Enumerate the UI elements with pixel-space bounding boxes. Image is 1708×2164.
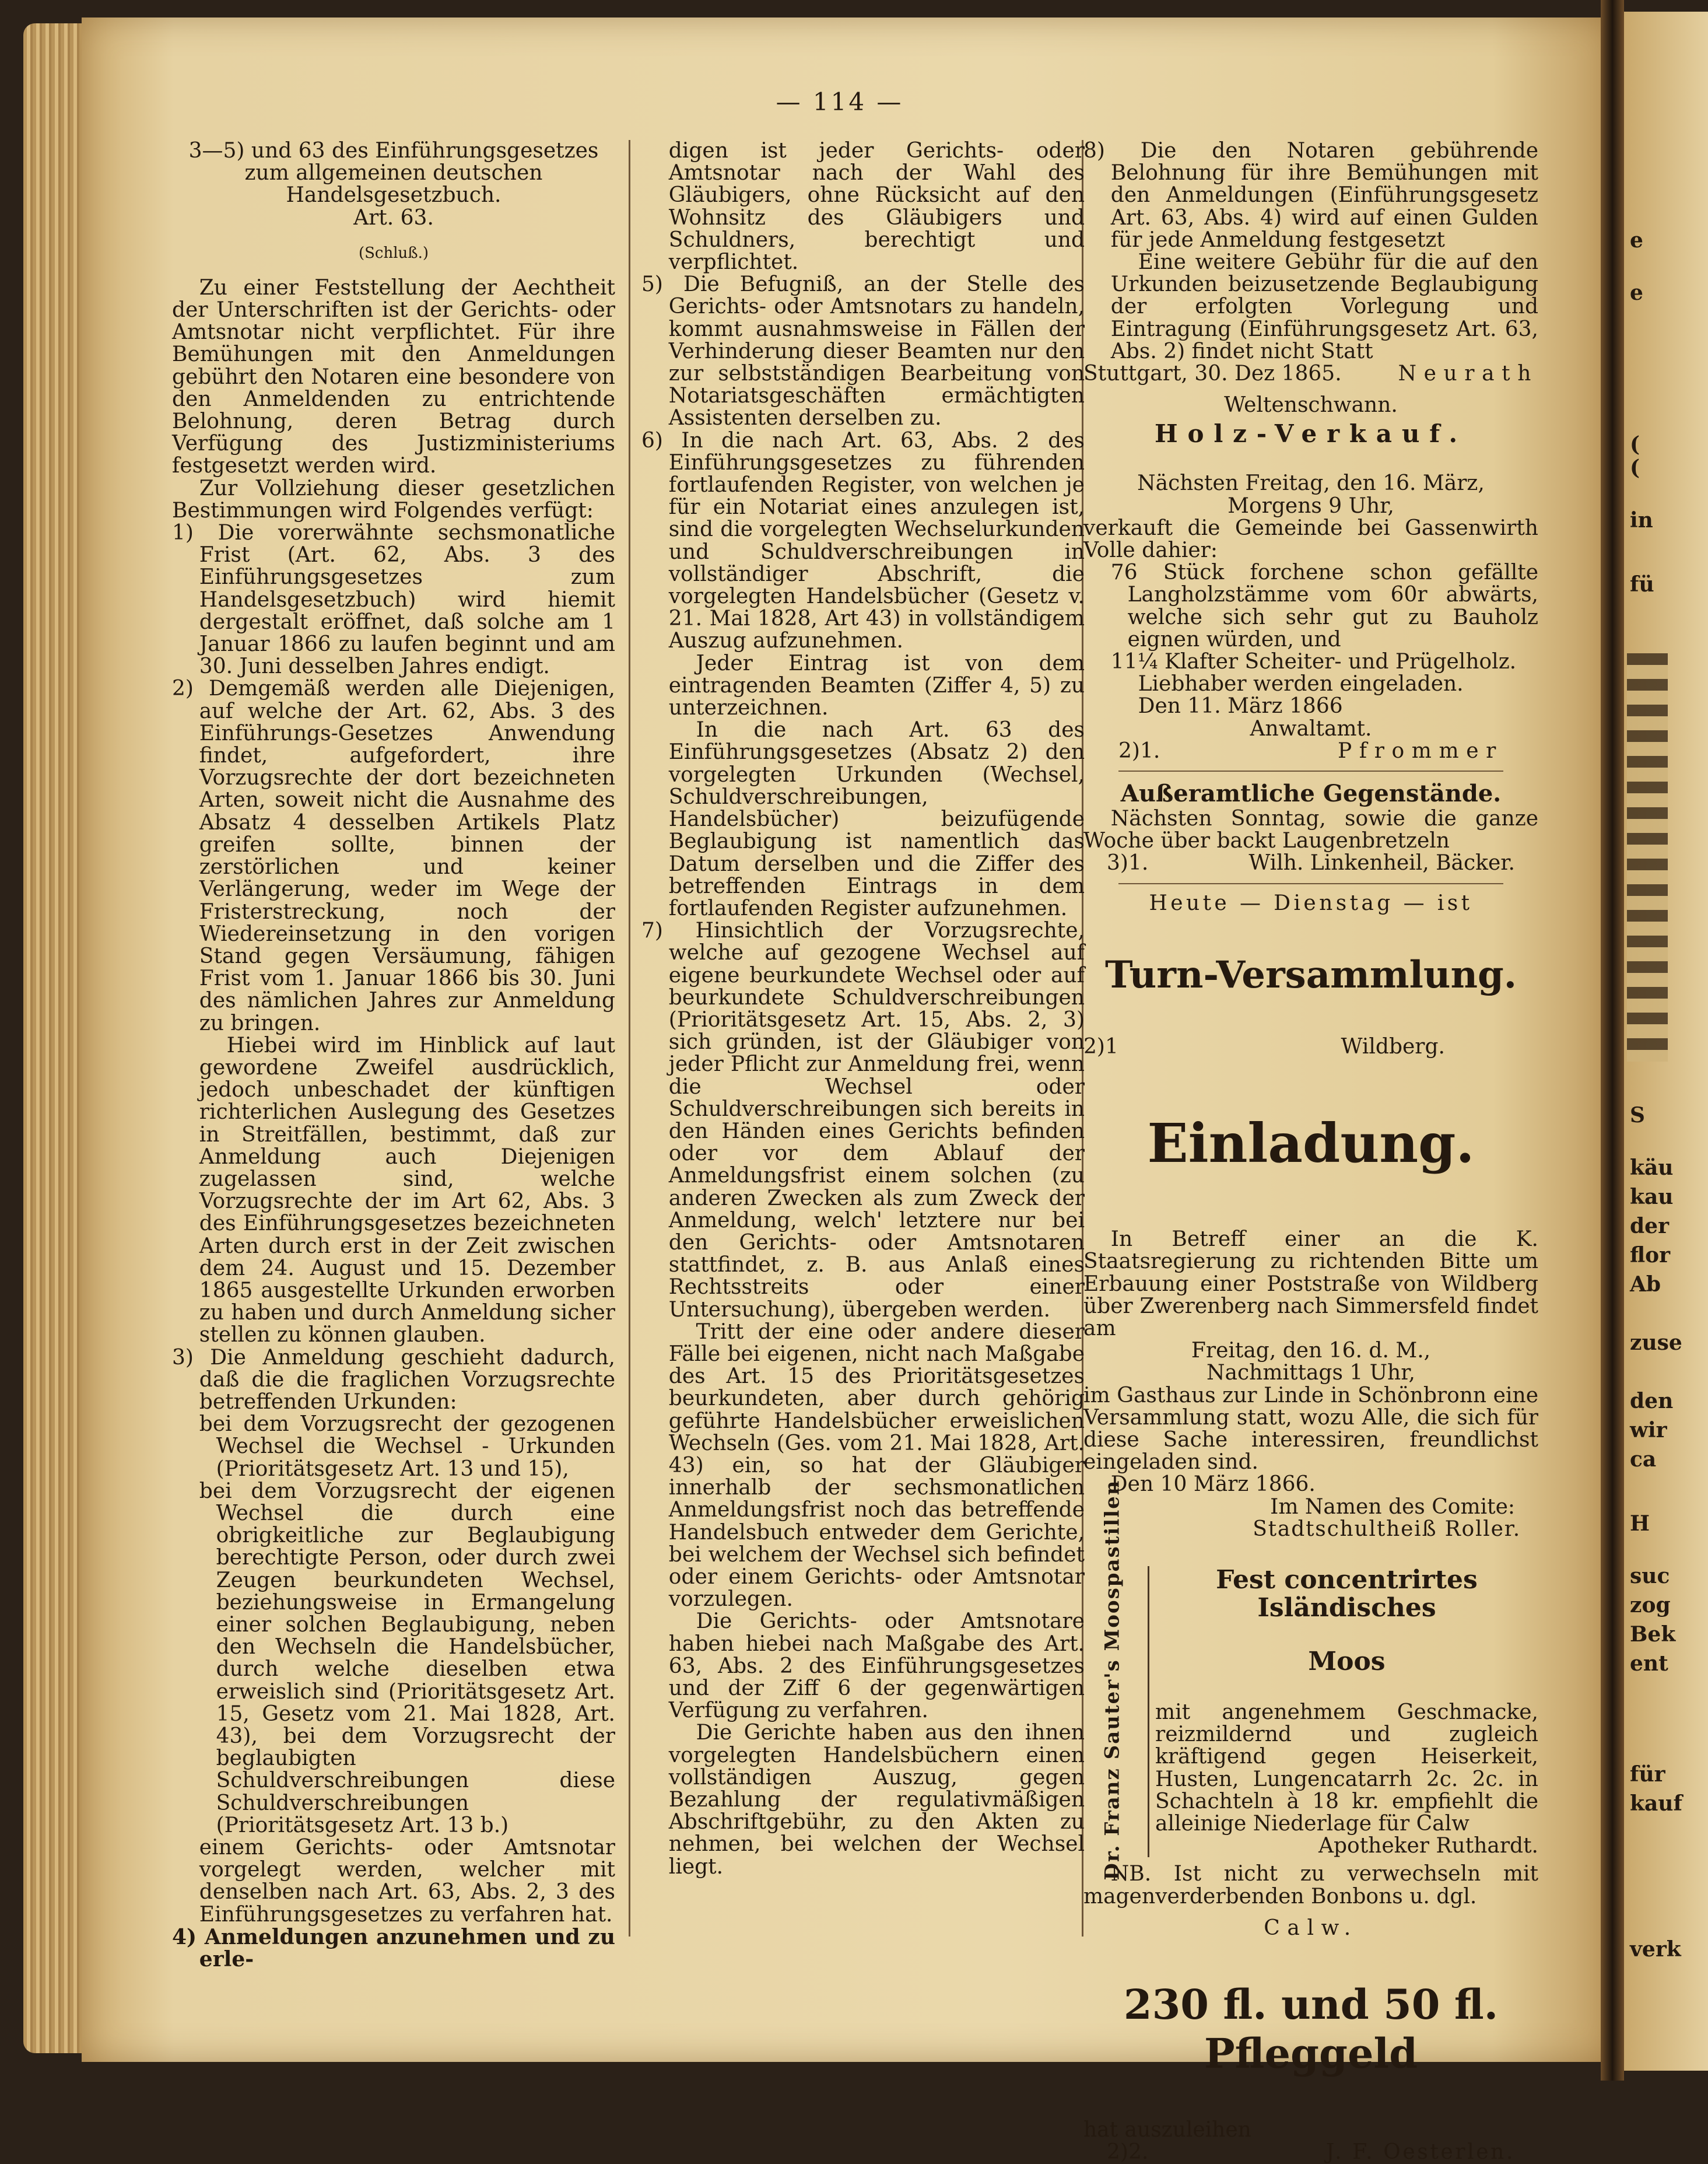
ad-ref: 2)2.: [1107, 2140, 1149, 2164]
list-item: 2) Demgemäß werden alle Diejenigen, auf welche der Art. 62, Abs. 3 des Einführungs-Gesetzes Anwendung findet, aufgefordert, ihre Vorzugsrechte der dort bezeichneten Arten, soweit nicht die Ausnahme des Absatz 4 desselben Artikels Platz greifen sollte, binnen der zerstörlichen und keiner Verlängerung, weder im Wege der Fristerstreckung, noch der Wiedereinsetzung in den vorigen Stand gegen Versäumung, fähigen Frist vom 1. Januar 1866 bis 30. Juni des nämlichen Jahres zur Anmeldung zu bringen.: [172, 677, 615, 1035]
ad-time: Morgens 9 Uhr,: [1227, 493, 1394, 518]
ad-note: NB. Ist nicht zu verwechseln mit magenverderbenden Bonbons u. dgl.: [1083, 1862, 1538, 1909]
ad-body: [1148, 1566, 1538, 1857]
column-1: [172, 140, 615, 1970]
ad-text: Heute — Dienstag — ist: [1149, 891, 1473, 915]
ad-place: Wildberg.: [1341, 1034, 1445, 1059]
ad-text: hat auszuleihen: [1083, 2117, 1251, 2142]
ad-signoff: [1083, 740, 1538, 762]
ad-place: Calw.: [1264, 1916, 1358, 1940]
ad-date: Den 11. März 1866: [1138, 694, 1343, 719]
signoff: [1083, 363, 1538, 385]
next-page-fragment: kauf: [1630, 1791, 1682, 1816]
next-page-fragment: flor: [1630, 1243, 1671, 1267]
article-heading: Art. 63.: [353, 205, 434, 230]
next-page-fragment: wir: [1630, 1418, 1667, 1442]
paragraph: Zur Vollziehung dieser gesetzlichen Bestimmungen wird Folgendes verfügt:: [172, 476, 615, 523]
next-page-fragment: käu: [1630, 1155, 1674, 1180]
paragraph: Die Gerichte haben aus den ihnen vorgelegten Handelsbüchern einen vollständigen Auszug, gegen Bezahlung der regulativmäßigen Abschriftgebühr, zu den Akten zu nehmen, bei welchen der Wechsel liegt.: [668, 1721, 1085, 1879]
ad-text: Liebhaber werden eingeladen.: [1138, 672, 1464, 696]
ad-text: verkauft die Gemeinde bei Gassenwirth Volle dahier:: [1083, 516, 1538, 563]
next-page-fragment: der: [1630, 1214, 1670, 1238]
ad-text: mit angenehmem Geschmacke, reizmildernd und zugleich kräftigend gegen Heiserkeit, Husten, Lungencatarrh 2c. 2c. in Schachteln à 18 kr. empfiehlt die alleinige Niederlage für Calw: [1155, 1700, 1538, 1836]
next-page-fragment: kau: [1630, 1185, 1674, 1209]
paragraph: einem Gerichts- oder Amtsnotar vorgelegt werden, welcher mit denselben nach Art. 63, Abs. 2, 3 des Einführungsgesetzes zu verfahren hat.: [199, 1836, 615, 1927]
next-page-fragment: suc: [1630, 1564, 1670, 1588]
ad-title: Einladung.: [1147, 1112, 1475, 1175]
paragraph: 3—5) und 63 des Einführungsgesetzes zum allgemeinen deutschen Handelsgesetzbuch.: [188, 139, 599, 208]
next-page-edge: [1624, 12, 1708, 2071]
paragraph: Zu einer Feststellung der Aechtheit der Unterschriften ist der Gerichts- oder Amtsnotar nicht verpflichtet. Für ihre Bemühungen mit den Anmeldungen gebührt den Notaren eine besondere von den Anmeldenden zu entrichtende Belohnung, deren Betrag durch Verfügung des Justizministeriums festgesetzt werden wird.: [172, 275, 615, 478]
ad-name: Wilh. Linkenheil, Bäcker.: [1248, 851, 1515, 876]
next-page-fragment: Bek: [1630, 1622, 1676, 1647]
ad-office: Anwaltamt.: [1250, 716, 1372, 741]
next-page-fragment: e: [1630, 281, 1643, 305]
ad-seller: Apotheker Ruthardt.: [1318, 1834, 1538, 1858]
section-divider: [1118, 883, 1503, 884]
list-item: 8) Die den Notaren gebührende Belohnung für ihre Bemühungen mit den Anmeldungen (Einführungsgesetz Art. 63, Abs. 4) wird auf einen Gulden für jede Anmeldung festgesetzt: [1083, 139, 1538, 252]
ad-ref: 2)1.: [1118, 738, 1160, 763]
next-page-fragment: e: [1630, 228, 1643, 253]
section-title: Außeramtliche Gegenstände.: [1120, 780, 1502, 808]
ad-text: In Betreff einer an die K. Staatsregierung zu richtenden Bitte um Erbauung einer Poststraße von Wildberg über Zwerenberg nach Simmersfeld findet am: [1083, 1227, 1538, 1340]
paragraph: Jeder Eintrag ist von dem eintragenden Beamten (Ziffer 4, 5) zu unterzeichnen.: [668, 651, 1085, 720]
paragraph: Eine weitere Gebühr für die auf den Urkunden beizusetzende Beglaubigung der erfolgten Vorlegung und Eintragung (Einführungsgesetz Art. 63, Abs. 2) findet nicht Statt: [1110, 250, 1538, 363]
list-item: 4) Anmeldungen anzunehmen und zu erle-: [172, 1924, 615, 1972]
next-page-fragment: H: [1630, 1511, 1650, 1536]
next-page-fragment: S: [1630, 1103, 1645, 1127]
ad-sign: Im Namen des Comite:: [1270, 1494, 1515, 1519]
column-2: [641, 140, 1085, 1878]
next-page-fragment: verk: [1630, 1937, 1681, 1962]
ad-side-label: Dr. Franz Sauter's Moospastillen: [1100, 1479, 1124, 1881]
ad-name: J. F. Oesterlen.: [1325, 2140, 1515, 2164]
next-page-fragment: (: [1630, 456, 1640, 480]
ad-signoff: [1083, 2141, 1538, 2163]
ad-title: Moos: [1308, 1646, 1386, 1676]
paragraph: In die nach Art. 63 des Einführungsgesetzes (Absatz 2) den vorgelegten Urkunden (Wechsel, Schuldverschreibungen, Handelsbücher) beizufügende Beglaubigung ist namentlich das Datum derselben und die Ziffer des betreffenden Eintrags in dem fortlaufenden Register aufzunehmen.: [668, 718, 1085, 920]
ad-place: Weltenschwann.: [1224, 393, 1398, 418]
ornament-border: [1627, 653, 1668, 1062]
next-page-fragment: Ab: [1630, 1272, 1661, 1297]
ad-text: Nächsten Sonntag, sowie die ganze Woche über backt Laugenbretzeln: [1083, 807, 1538, 853]
ad-text: 76 Stück forchene schon gefällte Langholzstämme vom 60r abwärts, welche sich sehr gut zu Bauholz eignen würden, und: [1110, 561, 1538, 652]
ad-name: Pfrommer: [1337, 738, 1503, 763]
ad-title: Fest concentrirtes Isländisches: [1216, 1564, 1478, 1623]
ad-header: [1083, 1036, 1538, 1058]
next-page-fragment: für: [1630, 1762, 1665, 1787]
sub-item: bei dem Vorzugsrecht der gezogenen Wechsel die Wechsel - Urkunden (Prioritätsgesetz Art. 13 und 15),: [199, 1412, 615, 1481]
column-rule: [629, 140, 630, 1937]
ad-signoff: [1083, 852, 1538, 874]
ad-title: Turn-Versammlung.: [1105, 953, 1517, 997]
signoff-place: Stuttgart, 30. Dez 1865.: [1083, 362, 1342, 386]
column-3: [1083, 140, 1538, 2163]
section-divider: [1118, 771, 1503, 772]
next-page-fragment: ent: [1630, 1651, 1668, 1676]
page-number: — 114 —: [776, 87, 904, 116]
next-page-fragment: ca: [1630, 1447, 1657, 1472]
ad-time: Nachmittags 1 Uhr,: [1207, 1361, 1415, 1385]
paragraph: Hiebei wird im Hinblick auf laut gewordene Zweifel ausdrücklich, jedoch unbeschadet der künftigen richterlichen Auslegung des Gesetzes in Streitfällen, bestimmt, daß zur Anmeldung auch Diejenigen zugelassen sind, welche Vorzugsrechte der im Art 62, Abs. 3 des Einführungsgesetzes bezeichneten Arten durch erst in der Zeit zwischen dem 24. August und 15. Dezember 1865 ausgestellte Urkunden erworben zu haben und durch Anmeldung sicher stellen zu können glauben.: [199, 1033, 615, 1347]
ad-date: Freitag, den 16. d. M.,: [1191, 1339, 1431, 1363]
list-item: 3) Die Anmeldung geschieht dadurch, daß die die fraglichen Vorzugsrechte betreffenden Urkunden:: [172, 1345, 615, 1414]
ad-ref: 2)1: [1083, 1034, 1118, 1059]
ad-title: Holz-Verkauf.: [1155, 419, 1467, 449]
paragraph: Die Gerichts- oder Amtsnotare haben hiebei nach Maßgabe des Art. 63, Abs. 2 des Einführungsgesetzes und der Ziff 6 der gegenwärtigen Verfügung zu verfahren.: [668, 1609, 1085, 1723]
book-gutter: [1601, 0, 1624, 2081]
paragraph: Tritt der eine oder andere dieser Fälle bei eigenen, nicht nach Maßgabe des Art. 15 des Prioritätsgesetzes beurkundeten, aber durch gehörig geführte Handelsbücher erweislichen Wechseln (Ges. vom 21. Mai 1828, Art. 43) ein, so hat der Gläubiger innerhalb der sechsmonatlichen Anmeldungsfrist noch das betreffende Handelsbuch entweder dem Gerichte, bei welchem der Wechsel sich befindet oder einem Gerichts- oder Amtsnotar vorzulegen.: [668, 1319, 1085, 1612]
ad-sign: Stadtschultheiß Roller.: [1253, 1517, 1521, 1541]
ad-ref: 3)1.: [1107, 851, 1149, 876]
next-page-fragment: zog: [1630, 1593, 1671, 1617]
ad-text: 11¼ Klafter Scheiter- und Prügelholz.: [1110, 650, 1517, 674]
next-page-fragment: den: [1630, 1389, 1674, 1413]
list-item: 1) Die vorerwähnte sechsmonatliche Frist (Art. 62, Abs. 3 des Einführungsgesetzes zum Handelsgesetzbuch) wird hiemit dergestalt eröffnet, daß solche am 1 Januar 1866 zu laufen beginnt und am 30. Juni desselben Jahres endigt.: [172, 521, 615, 679]
list-item: 5) Die Befugniß, an der Stelle des Gerichts- oder Amtsnotars zu handeln, kommt ausnahmsweise in Fällen der Verhinderung dieser Beamten nur den zur selbstständigen Bearbeitung von Notariatsgeschäften ermächtigten Assistenten derselben zu.: [641, 272, 1085, 430]
next-page-fragment: fü: [1630, 572, 1654, 597]
ad-date: Nächsten Freitag, den 16. März,: [1137, 471, 1485, 496]
article-subheading: (Schluß.): [358, 244, 429, 262]
ad-title: 230 fl. und 50 fl. Pfleggeld: [1123, 1980, 1499, 2078]
next-page-fragment: in: [1630, 508, 1653, 533]
signoff-name: Neurath: [1398, 362, 1538, 386]
ad-text: im Gasthaus zur Linde in Schönbronn eine Versammlung statt, wozu Alle, die sich für diese Sache interessiren, freundlichst eingeladen sind.: [1083, 1383, 1538, 1475]
next-page-fragment: zuse: [1630, 1330, 1682, 1355]
list-item: 6) In die nach Art. 63, Abs. 2 des Einführungsgesetzes zu führenden fortlaufenden Register, von welchen je für ein Notariat eines anzulegen ist, sind die vorgelegten Wechselurkunden und Schuldverschreibungen in vollständiger Abschrift, die vorgelegten Handelsbücher (Gesetz v. 21. Mai 1828, Art 43) in vollständigem Auszug aufzunehmen.: [641, 428, 1085, 653]
next-page-fragment: (: [1630, 432, 1640, 457]
ad-date: Den 10 März 1866.: [1110, 1472, 1316, 1497]
sub-item: bei dem Vorzugsrecht der eigenen Wechsel die durch eine obrigkeitliche zur Beglaubigung berechtigte Person, oder durch zwei Zeugen beurkundeten Wechsel, beziehungsweise in Ermangelung einer solchen Beglaubigung, neben den Wechseln die Handelsbücher, durch welche dieselben etwa erweislich sind (Prioritätsgesetz Art. 15, Gesetz vom 21. Mai 1828, Art. 43), bei dem Vorzugsrecht der beglaubigten Schuldverschreibungen diese Schuldverschreibungen (Prioritätsgesetz Art. 13 b.): [199, 1479, 615, 1837]
list-item: 7) Hinsichtlich der Vorzugsrechte, welche auf gezogene Wechsel auf eigene beurkundete Wechsel oder auf beurkundete Schuldverschreibungen (Prioritätsgesetz Art. 15, Abs. 2, 3) sich gründen, ist der Gläubiger von jeder Pflicht zur Anmeldung frei, wenn die Wechsel oder Schuldverschreibungen sich bereits in den Händen eines Gerichts befinden oder vor dem Ablauf der Anmeldungsfrist einem solchen (zu anderen Zwecken als zum Zweck der Anmeldung, welch' letztere nur bei den Gerichts- oder Amtsnotaren stattfindet, z. B. aus Anlaß eines Rechtsstreits oder einer Untersuchung), übergeben werden.: [641, 919, 1085, 1322]
paragraph: digen ist jeder Gerichts- oder Amtsnotar nach der Wahl des Gläubigers, ohne Rücksicht auf den Wohnsitz des Gläubigers und Schuldners, berechtigt und verpflichtet.: [668, 139, 1085, 275]
